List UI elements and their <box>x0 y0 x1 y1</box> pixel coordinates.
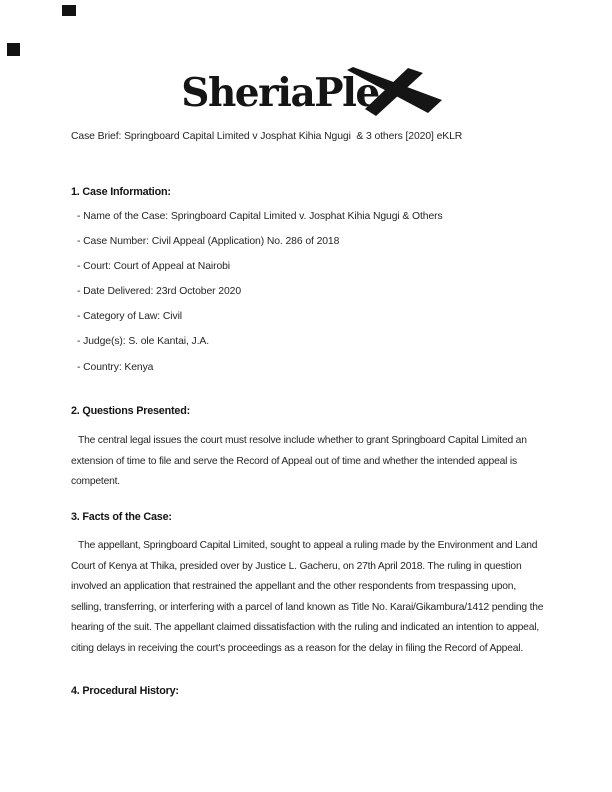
section-heading-facts-of-the-case: 3. Facts of the Case: <box>71 511 172 523</box>
logo-wordmark-wrap <box>181 70 430 116</box>
case-info-item-category: - Category of Law: Civil <box>77 311 183 323</box>
section-heading-questions-presented: 2. Questions Presented: <box>71 405 191 417</box>
case-info-item-judges: - Judge(s): S. ole Kantai, J.A. <box>77 336 210 348</box>
scan-artifact-mark <box>62 5 76 16</box>
logo-x-swoosh-icon <box>347 67 443 117</box>
questions-presented-paragraph: The central legal issues the court must resolve include whether to grant Springboard Capital Limited an extension of time to file and serve the Record of Appeal out of time and whether the intended appeal is competent. <box>71 435 527 488</box>
case-brief-title: Case Brief: Springboard Capital Limited v Josphat Kihia Ngugi & 3 others [2020] eKLR <box>71 131 463 142</box>
case-info-item-case-number: - Case Number: Civil Appeal (Application) No. 286 of 2018 <box>77 236 340 248</box>
facts-of-the-case-paragraph: The appellant, Springboard Capital Limited, sought to appeal a ruling made by the Environment and Land Court of Kenya at Thika, presided over by Justice L. Gacheru, on 27th April 2018. The ruling in question involved an application that restrained the appellant and the other respondents from trespassing upon, selling, transferring, or interfering with a parcel of land known as Title No. Karai/Gikambura/1412 pending the hearing of the suit. The appellant claimed dissatisfaction with the ruling and indicated an intention to appeal, citing delays in receiving the court's proceedings as a reason for the delay in filing the Record of Appeal. <box>71 540 544 654</box>
section-heading-case-information: 1. Case Information: <box>71 186 171 198</box>
case-info-item-name: - Name of the Case: Springboard Capital Limited v. Josphat Kihia Ngugi & Others <box>77 211 443 222</box>
case-information-list <box>77 204 547 380</box>
case-info-item-court: - Court: Court of Appeal at Nairobi <box>77 261 231 273</box>
section-heading-procedural-history: 4. Procedural History: <box>71 685 179 697</box>
case-info-item-country: - Country: Kenya <box>77 361 154 373</box>
case-info-item-date-delivered: - Date Delivered: 23rd October 2020 <box>77 286 241 298</box>
scan-artifact-mark <box>7 43 20 56</box>
sheriaplex-logo <box>0 70 612 120</box>
logo-wordmark-text: SheriaPle <box>181 70 379 116</box>
